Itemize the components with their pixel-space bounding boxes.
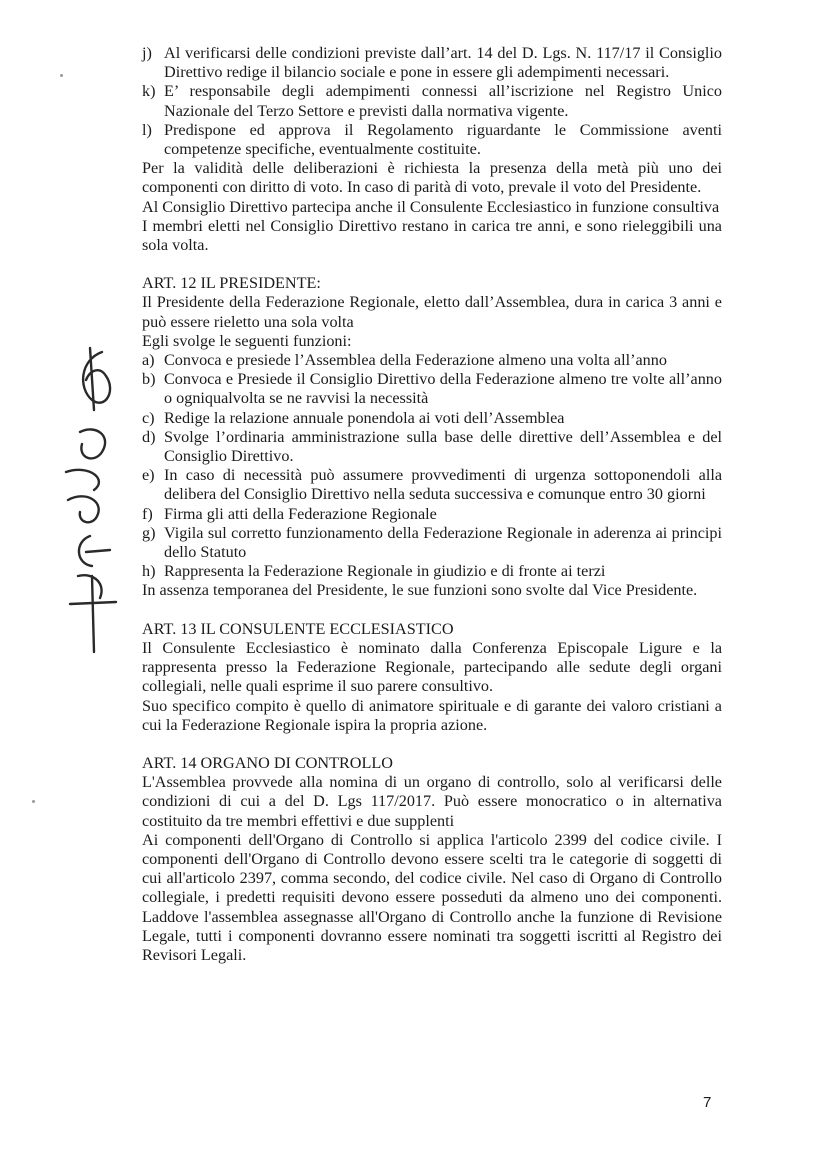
- section-heading: ART. 13 IL CONSULENTE ECCLESIASTICO: [142, 619, 454, 638]
- paragraph: I membri eletti nel Consiglio Direttivo restano in carica tre anni, e sono rieleggibili una sola volta.: [142, 216, 722, 255]
- list-item: f) Firma gli atti della Federazione Regionale: [142, 504, 437, 523]
- list-item: b) Convoca e Presiede il Consiglio Direttivo della Federazione almeno tre volte all’anno o ogniqualvolta se ne ravvisi la necessità: [142, 370, 722, 408]
- paragraph: Il Presidente della Federazione Regionale, eletto dall’Assemblea, dura in carica 3 anni e può essere rieletto una sola volta: [142, 293, 722, 331]
- scan-speck: [60, 74, 63, 77]
- paragraph: Egli svolge le seguenti funzioni:: [142, 331, 352, 350]
- document-body: [142, 44, 722, 965]
- list-item: e) In caso di necessità può assumere provvedimenti di urgenza sottoponendoli alla delibera del Consiglio Direttivo nella seduta successiva e comunque entro 30 giorni: [142, 466, 722, 504]
- paragraph: Suo specifico compito è quello di animatore spirituale e di garante dei valoro cristiani a cui la Federazione Regionale ispira la propria azione.: [142, 696, 722, 734]
- list-item: j) Al verificarsi delle condizioni previste dall’art. 14 del D. Lgs. N. 117/17 il Consiglio Direttivo redige il bilancio sociale e pone in essere gli adempimenti necessari.: [142, 44, 722, 82]
- list-item: d) Svolge l’ordinaria amministrazione sulla base delle direttive dell’Assemblea e del Consiglio Direttivo.: [142, 427, 722, 466]
- list-item: l) Predispone ed approva il Regolamento riguardante le Commissione aventi competenze specifiche, eventualmente costituite.: [142, 120, 722, 159]
- paragraph: In assenza temporanea del Presidente, le sue funzioni sono svolte dal Vice Presidente.: [142, 581, 698, 600]
- section-heading: ART. 14 ORGANO DI CONTROLLO: [142, 753, 393, 772]
- section-heading: ART. 12 IL PRESIDENTE:: [142, 274, 321, 293]
- scan-speck: [32, 800, 35, 803]
- list-item: g) Vigila sul corretto funzionamento della Federazione Regionale in aderenza ai principi dello Statuto: [142, 523, 722, 562]
- list-item: k) E’ responsabile degli adempimenti connessi all’iscrizione nel Registro Unico Nazionale del Terzo Settore e previsti dalla normativa vigente.: [142, 82, 722, 120]
- list-item: h) Rappresenta la Federazione Regionale in giudizio e di fronte ai terzi: [142, 562, 606, 581]
- list-item: c) Redige la relazione annuale ponendola ai voti dell’Assemblea: [142, 408, 565, 427]
- paragraph: Il Consulente Ecclesiastico è nominato dalla Conferenza Episcopale Ligure e la rappresenta presso la Federazione Regionale, partecipando alle sedute degli organi collegiali, nelle quali esprime il suo parere consultivo.: [142, 638, 722, 696]
- paragraph: Al Consiglio Direttivo partecipa anche il Consulente Ecclesiastico in funzione consultiva: [142, 197, 720, 216]
- list-item: a) Convoca e presiede l’Assemblea della Federazione almeno una volta all’anno: [142, 351, 667, 370]
- paragraph: Per la validità delle deliberazioni è richiesta la presenza della metà più uno dei componenti con diritto di voto. In caso di parità di voto, prevale il voto del Presidente.: [142, 159, 722, 197]
- paragraph: L'Assemblea provvede alla nomina di un organo di controllo, solo al verificarsi delle condizioni di cui a del D. Lgs 117/2017. Può essere monocratico o in alternativa costituito da tre membri effettivi e due supplenti: [142, 773, 722, 830]
- paragraph: Ai componenti dell'Organo di Controllo si applica l'articolo 2399 del codice civile. I componenti dell'Organo di Controllo devono essere scelti tra le categorie di soggetti di cui all'articolo 2397, comma secondo, del codice civile. Nel caso di Organo di Controllo collegiale, i predetti requisiti devono essere posseduti da almeno uno dei componenti. Laddove l'assemblea assegnasse all'Organo di Controllo anche la funzione di Revisione Legale, tutti i componenti dovranno essere nominati tra soggetti iscritti al Registro dei Revisori Legali.: [142, 830, 722, 964]
- page-number: 7: [703, 1094, 712, 1111]
- handwritten-signature: [20, 340, 120, 660]
